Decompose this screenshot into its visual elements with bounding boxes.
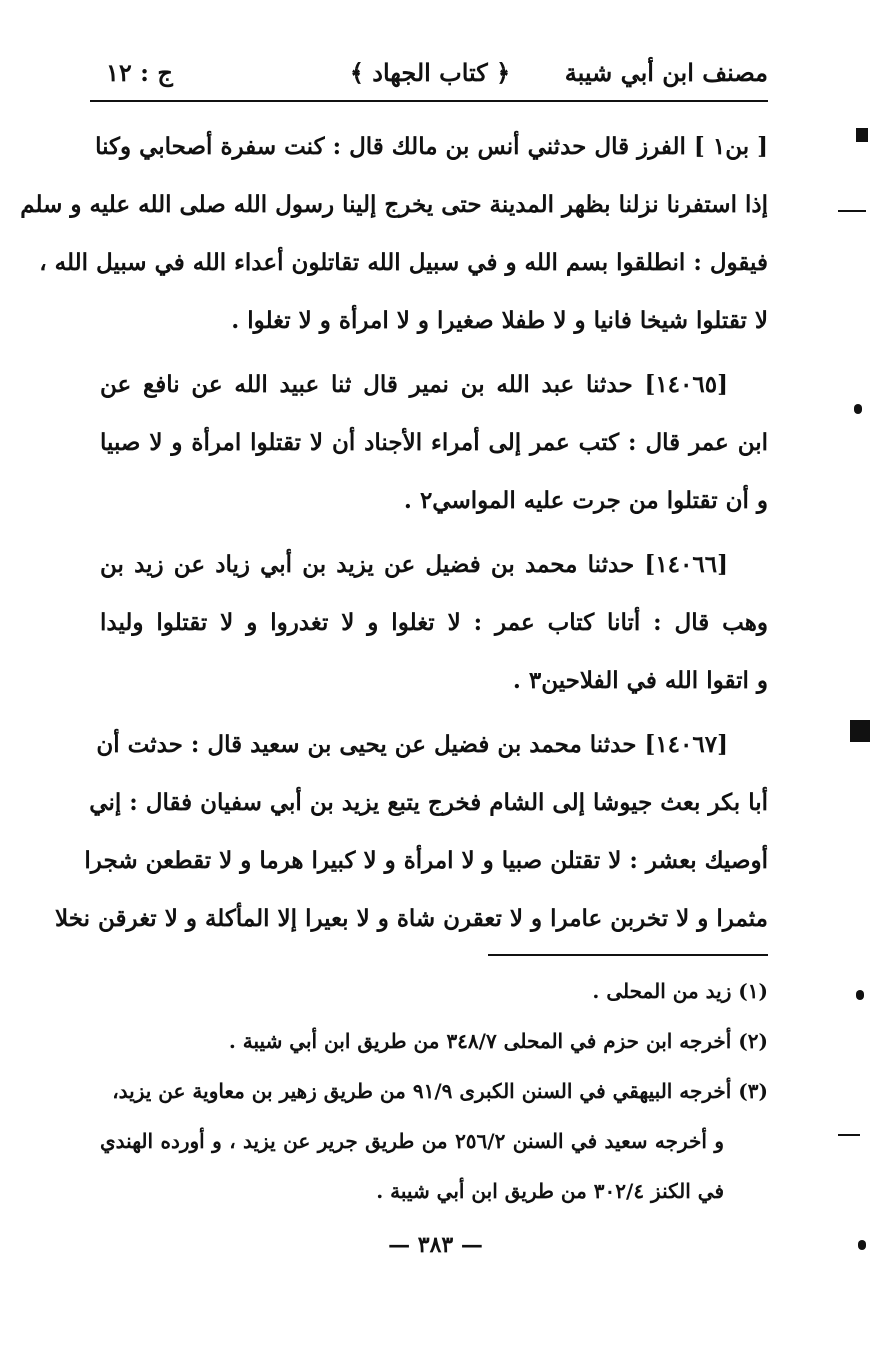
text-line: أوصيك بعشر : لا تقتلن صبيا و لا امرأة و لا كبيرا هرما و لا تقطعن شجرا — [84, 847, 768, 874]
text-line: [١٤٠٦٧] حدثنا محمد بن فضيل عن يحيى بن سعيد قال : حدثت أن — [96, 731, 728, 758]
hadith-paragraph — [20, 118, 768, 350]
hadith-paragraph — [100, 356, 768, 530]
main-text — [20, 118, 768, 954]
running-title: مصنف ابن أبي شيبة — [564, 58, 768, 87]
footnotes — [100, 966, 768, 1216]
text-line: و اتقوا الله في الفلاحين٣ . — [512, 667, 768, 694]
text-line: [ بن١ ] الفرز قال حدثني أنس بن مالك قال : كنت سفرة أصحابي وكنا — [95, 133, 768, 160]
text-line: ابن عمر قال : كتب عمر إلى أمراء الأجناد أن لا تقتلوا امرأة و لا صبيا — [100, 429, 768, 456]
text-line: [١٤٠٦٦] حدثنا محمد بن فضيل عن يزيد بن أبي زياد عن زيد بن — [100, 551, 728, 578]
margin-mark — [838, 210, 866, 212]
footnote-1: (١) زيد من المحلى . — [592, 979, 768, 1003]
text-line: لا تقتلوا شيخا فانيا و لا طفلا صغيرا و لا امرأة و لا تغلوا . — [231, 307, 768, 334]
footnote-rule — [488, 954, 768, 956]
margin-mark — [838, 1134, 860, 1136]
hadith-paragraph — [100, 536, 768, 710]
page-number: — ٣٨٣ — — [388, 1232, 483, 1258]
hadith-paragraph — [55, 716, 768, 948]
text-line: وهب قال : أتانا كتاب عمر : لا تغلوا و لا تغدروا و لا تقتلوا وليدا — [100, 609, 768, 636]
footnote-3: (٣) أخرجه البيهقي في السنن الكبرى ٩١/٩ من طريق زهير بن معاوية عن يزيد، — [112, 1079, 768, 1103]
text-line: مثمرا و لا تخربن عامرا و لا تعقرن شاة و لا بعيرا إلا المأكلة و لا تغرقن نخلا — [55, 905, 768, 932]
footnote-2: (٢) أخرجه ابن حزم في المحلى ٣٤٨/٧ من طريق ابن أبي شيبة . — [228, 1029, 768, 1053]
text-line: و أن تقتلوا من جرت عليه المواسي٢ . — [403, 487, 768, 514]
chapter-title: ﴿ كتاب الجهاد ﴾ — [349, 58, 511, 87]
margin-mark — [858, 1240, 866, 1250]
text-line: [١٤٠٦٥] حدثنا عبد الله بن نمير قال ثنا عبيد الله عن نافع عن — [100, 371, 728, 398]
page-header — [92, 52, 768, 96]
margin-mark — [854, 404, 862, 414]
margin-mark — [850, 720, 870, 742]
header-rule — [90, 100, 768, 102]
margin-mark — [856, 990, 864, 1000]
margin-mark — [856, 128, 868, 142]
text-line: إذا استفرنا نزلنا بظهر المدينة حتى يخرج إلينا رسول الله صلى الله عليه و سلم — [20, 191, 768, 218]
text-line: فيقول : انطلقوا بسم الله و في سبيل الله تقاتلون أعداء الله في سبيل الله ، — [39, 249, 768, 276]
text-line: أبا بكر بعث جيوشا إلى الشام فخرج يتبع يزيد بن أبي سفيان فقال : إني — [89, 789, 768, 816]
footnote-3-continued: و أخرجه سعيد في السنن ٢٥٦/٢ من طريق جرير عن يزيد ، و أورده الهندي — [100, 1129, 725, 1153]
footnote-3-continued: في الكنز ٣٠٢/٤ من طريق ابن أبي شيبة . — [376, 1179, 724, 1203]
volume-number: ج : ١٢ — [106, 58, 173, 87]
